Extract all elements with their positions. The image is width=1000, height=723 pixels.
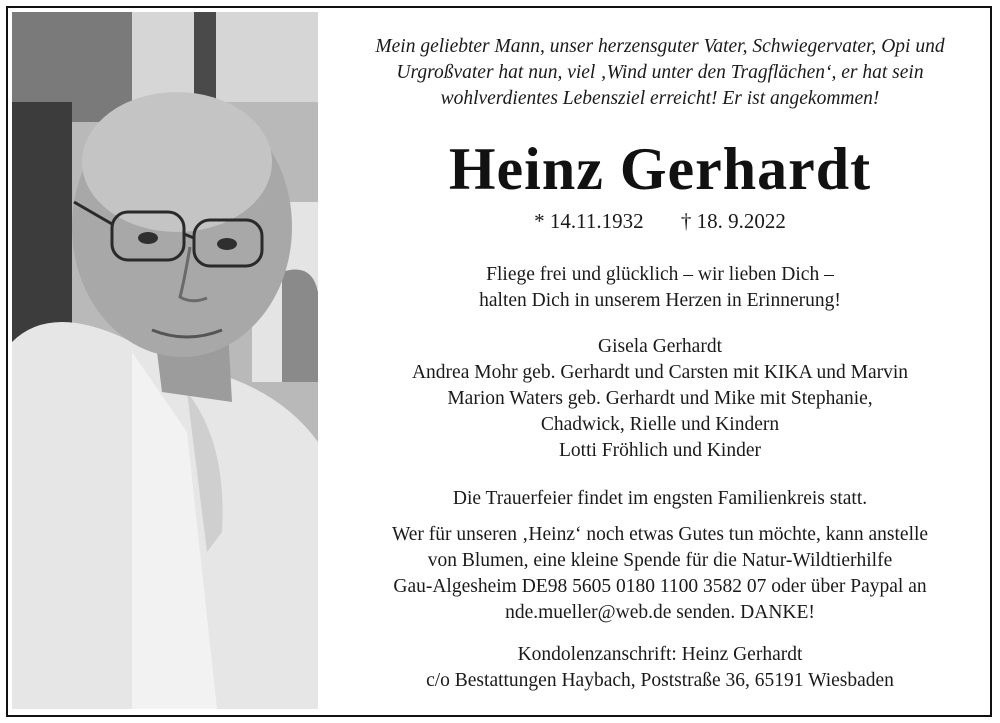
intro-text [330,34,990,112]
donation-line: nde.mueller@web.de senden. DANKE! [505,602,815,623]
motto-line: Fliege frei und glücklich – wir lieben Dich – [486,264,834,285]
donation-line: Gau-Algesheim DE98 5605 0180 1100 3582 07 oder über Paypal an [393,576,927,597]
notice-text [330,8,990,715]
donation-line: von Blumen, eine kleine Spende für die Natur-Wildtierhilfe [427,550,893,571]
family-line: Lotti Fröhlich und Kinder [558,440,762,461]
intro-line: wohlverdientes Lebensziel erreicht! Er ist angekommen! [440,88,880,109]
condolence-address [330,642,990,694]
donation-line: Wer für unseren ‚Heinz‘ noch etwas Gutes tun möchte, kann anstelle [391,524,929,545]
family-line: Marion Waters geb. Gerhardt und Mike mit Stephanie, [447,388,873,409]
birth-date: * 14.11.1932 [534,209,644,233]
motto [330,262,990,314]
life-dates [330,208,990,234]
intro-line: Urgroßvater hat nun, viel ‚Wind unter den Tragflächen‘, er hat sein [396,62,924,83]
portrait-photo [12,12,318,709]
family-line: Andrea Mohr geb. Gerhardt und Carsten mit KIKA und Marvin [411,362,909,383]
condolence-line: c/o Bestattungen Haybach, Poststraße 36, 65191 Wiesbaden [426,670,894,691]
donation-note [330,522,990,626]
intro-line: Mein geliebter Mann, unser herzensguter Vater, Schwiegervater, Opi und [375,36,945,57]
obituary-notice [6,6,992,717]
family-line: Gisela Gerhardt [598,336,722,357]
portrait-illustration [12,12,318,709]
family-list [330,334,990,464]
ceremony-note: Die Trauerfeier findet im engsten Familienkreis statt. [452,488,868,509]
death-date: † 18. 9.2022 [680,209,786,233]
deceased-name: Heinz Gerhardt [448,136,872,202]
motto-line: halten Dich in unserem Herzen in Erinnerung! [479,290,841,311]
condolence-line: Kondolenzanschrift: Heinz Gerhardt [517,644,803,665]
family-line: Chadwick, Rielle und Kindern [540,414,780,435]
